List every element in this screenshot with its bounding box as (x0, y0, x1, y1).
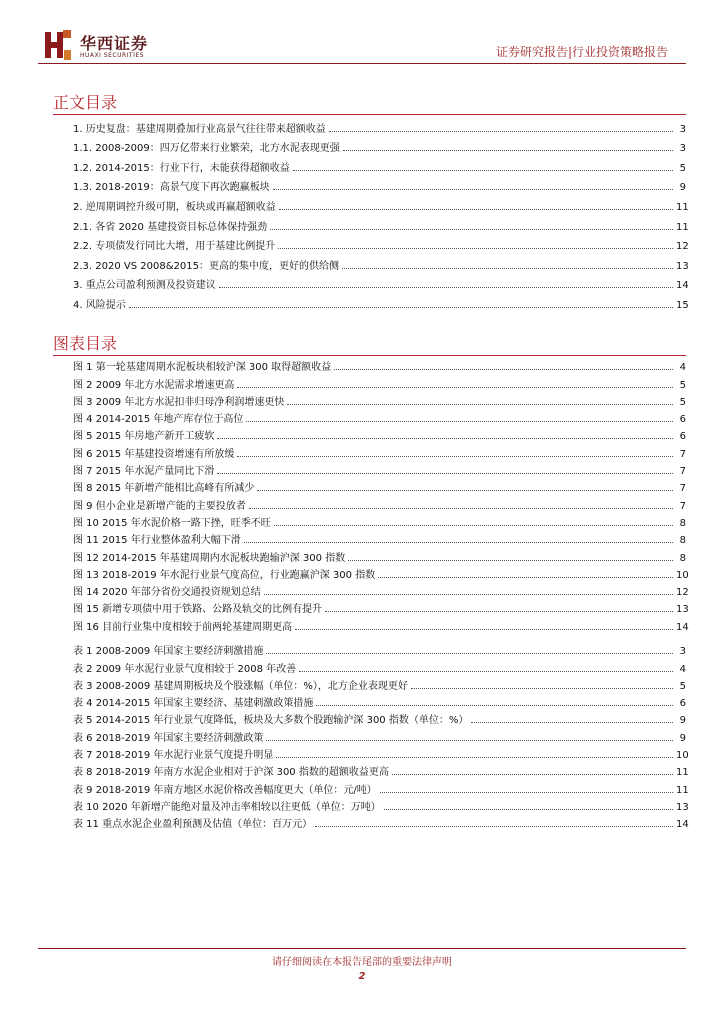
dot-leader (334, 369, 673, 370)
figure-entry[interactable] (73, 477, 686, 494)
figure-entry[interactable] (73, 529, 686, 546)
table-entry-label: 表 9 2018-2019 年南方地区水泥价格改善幅度更大（单位：元/吨） (73, 784, 377, 796)
figure-entry-page: 8 (679, 517, 686, 529)
figure-entry-label: 图 5 2015 年房地产新开工疲软 (73, 431, 215, 443)
table-entry-page: 9 (679, 715, 686, 727)
toc-entry[interactable] (73, 115, 686, 135)
table-entry[interactable] (73, 692, 686, 709)
footer-disclaimer: 请仔细阅读在本报告尾部的重要法律声明 (272, 957, 452, 968)
dot-leader (384, 809, 673, 810)
table-entry[interactable] (73, 744, 689, 762)
figure-entry-page: 14 (676, 621, 689, 633)
table-entry-page: 4 (679, 663, 686, 675)
table-entry[interactable] (73, 675, 686, 692)
toc-entry-label: 2.3. 2020 VS 2008&2015：更高的集中度，更好的供给侧 (73, 260, 339, 272)
dot-leader (273, 189, 673, 190)
figure-entry[interactable] (73, 442, 686, 459)
figure-entry[interactable] (73, 391, 686, 408)
dot-leader (276, 757, 673, 758)
dot-leader (246, 421, 673, 422)
figure-entry-page: 7 (679, 466, 686, 478)
figure-entry-label: 图 12 2014-2015 年基建周期内水泥板块跑输沪深 300 指数 (73, 552, 346, 564)
dot-leader (249, 508, 673, 509)
figure-entry-label: 图 9 但小企业是新增产能的主要投放者 (73, 500, 246, 512)
footer-divider (38, 948, 686, 949)
toc-entry-page: 13 (676, 260, 689, 272)
dot-leader (266, 653, 673, 654)
toc-entry[interactable] (73, 233, 689, 253)
figure-entry[interactable] (73, 564, 689, 581)
figure-entry-label: 图 3 2009 年北方水泥扣非归母净利润增速更快 (73, 396, 285, 408)
dot-leader (316, 705, 673, 706)
figure-entry-label: 图 6 2015 年基建投资增速有所放缓 (73, 448, 235, 460)
table-entry[interactable] (73, 778, 689, 796)
figure-entry-page: 5 (679, 379, 686, 391)
figure-entry-page: 7 (679, 500, 686, 512)
dot-leader (237, 456, 673, 457)
dot-leader (348, 560, 673, 561)
dot-leader (257, 490, 673, 491)
toc-entry[interactable] (73, 193, 689, 213)
dot-leader (329, 131, 673, 132)
toc-entry-page: 9 (679, 182, 686, 194)
company-name: 华西证券 (80, 34, 149, 53)
table-entry-label: 表 11 重点水泥企业盈利预测及估值（单位：百万元） (73, 819, 313, 831)
toc-entry-label: 3. 重点公司盈利预测及投资建议 (73, 280, 216, 292)
dot-leader (295, 629, 673, 630)
toc-entry-label: 2.1. 各省 2020 基建投资目标总体保持强劲 (73, 221, 268, 233)
figure-entry-page: 4 (679, 362, 686, 374)
table-entry[interactable] (73, 640, 686, 657)
figure-entry[interactable] (73, 373, 686, 390)
toc-entry[interactable] (73, 291, 689, 311)
toc-entry[interactable] (73, 154, 686, 174)
dot-leader (266, 740, 673, 741)
table-entry[interactable] (73, 761, 689, 779)
dot-leader (237, 387, 673, 388)
figure-entry[interactable] (73, 494, 686, 511)
toc-entry-label: 1.2. 2014-2015：行业下行，未能获得超额收益 (73, 162, 290, 174)
table-entry[interactable] (73, 796, 689, 813)
figure-entry[interactable] (73, 460, 686, 477)
toc-entry[interactable] (73, 135, 686, 155)
figure-entry[interactable] (73, 425, 686, 442)
figure-entry[interactable] (73, 408, 686, 425)
figure-entry[interactable] (73, 581, 689, 599)
toc-entry-page: 11 (676, 201, 689, 213)
figures-title: 图表目录 (53, 334, 118, 353)
page-header (0, 0, 724, 75)
dot-leader (129, 307, 673, 308)
dot-leader (270, 229, 673, 230)
toc-entry-page: 14 (676, 280, 689, 292)
dot-leader (411, 688, 673, 689)
table-entry-page: 11 (676, 784, 689, 796)
toc-entry-page: 15 (676, 299, 689, 311)
toc-entry-page: 5 (679, 162, 686, 174)
table-entry-label: 表 10 2020 年新增产能绝对量及冲击率相较以往更低（单位：万吨） (73, 801, 381, 813)
dot-leader (217, 473, 673, 474)
dot-leader (315, 826, 673, 827)
page-number: 2 (358, 971, 366, 982)
dot-leader (342, 268, 673, 269)
report-type: 证券研究报告|行业投资策略报告 (495, 45, 668, 59)
dot-leader (293, 170, 673, 171)
toc-entry-page: 3 (679, 123, 686, 135)
table-entry-page: 9 (679, 732, 686, 744)
toc-entry-label: 2. 逆周期调控升级可期，板块或再赢超额收益 (73, 201, 276, 213)
figure-entry-label: 图 8 2015 年新增产能相比高峰有所减少 (73, 483, 255, 495)
table-entry-label: 表 6 2018-2019 年国家主要经济刺激政策 (73, 732, 264, 744)
figure-entry-label: 图 7 2015 年水泥产量同比下滑 (73, 466, 215, 478)
toc-list (73, 115, 689, 311)
toc-entry-label: 2.2. 专项债发行同比大增，用于基建比例提升 (73, 241, 276, 253)
figure-entry-label: 图 11 2015 年行业整体盈利大幅下滑 (73, 535, 241, 547)
figure-entry[interactable] (73, 546, 686, 563)
toc-title: 正文目录 (53, 93, 118, 112)
dot-leader (378, 577, 673, 578)
toc-entry[interactable] (73, 174, 686, 194)
dot-leader (217, 438, 673, 439)
figure-entry-label: 图 1 第一轮基建周期水泥板块相较沪深 300 取得超额收益 (73, 362, 332, 374)
table-entry-label: 表 4 2014-2015 年国家主要经济、基建刺激政策措施 (73, 698, 314, 710)
dot-leader (392, 774, 673, 775)
table-entry[interactable] (73, 709, 686, 726)
dot-leader (274, 525, 673, 526)
dot-leader (325, 611, 673, 612)
toc-entry[interactable] (73, 213, 689, 233)
dot-leader (471, 722, 673, 723)
figure-entry-page: 7 (679, 448, 686, 460)
dot-leader (299, 671, 673, 672)
table-entry[interactable] (73, 726, 686, 743)
dot-leader (343, 150, 673, 151)
company-subtitle: HUAXI SECURITIES (80, 52, 144, 59)
table-entry-page: 3 (679, 646, 686, 658)
dot-leader (279, 209, 673, 210)
table-entry-page: 14 (676, 819, 689, 831)
figure-entry-page: 5 (679, 396, 686, 408)
toc-entry-page: 3 (679, 143, 686, 155)
table-entry-label: 表 1 2008-2009 年国家主要经济刺激措施 (73, 646, 264, 658)
huaxi-logo-icon (43, 28, 73, 62)
figure-entry-page: 13 (676, 604, 689, 616)
figure-entry-page: 8 (679, 535, 686, 547)
figure-entry-label: 图 10 2015 年水泥价格一路下挫，旺季不旺 (73, 517, 271, 529)
table-entry-page: 13 (676, 801, 689, 813)
figure-entry-label: 图 15 新增专项债中用于铁路、公路及轨交的比例有提升 (73, 604, 323, 616)
figure-entry-page: 12 (676, 587, 689, 599)
toc-entry-label: 1.1. 2008-2009：四万亿带来行业繁荣，北方水泥表现更强 (73, 143, 340, 155)
figure-entry-label: 图 14 2020 年部分省份交通投资规划总结 (73, 587, 261, 599)
table-entry-label: 表 5 2014-2015 年行业景气度降低，板块及大多数个股跑输沪深 300 指数（单位：%） (73, 715, 469, 727)
toc-entry-label: 1. 历史复盘：基建周期叠加行业高景气往往带来超额收益 (73, 123, 326, 135)
dot-leader (264, 594, 673, 595)
toc-entry-label: 1.3. 2018-2019：高景气度下再次跑赢板块 (73, 182, 270, 194)
tables-list (73, 640, 689, 831)
table-entry-label: 表 3 2008-2009 基建周期板块及个股涨幅（单位：%），北方企业表现更好 (73, 680, 408, 692)
dot-leader (244, 542, 673, 543)
figure-entry-page: 7 (679, 483, 686, 495)
dot-leader (380, 792, 673, 793)
figures-list (73, 356, 689, 633)
toc-entry-page: 12 (676, 241, 689, 253)
figure-entry[interactable] (73, 598, 689, 616)
toc-entry[interactable] (73, 272, 689, 292)
figure-entry[interactable] (73, 615, 689, 633)
figure-entry-label: 图 16 目前行业集中度相较于前两轮基建周期更高 (73, 621, 293, 633)
figure-entry[interactable] (73, 356, 686, 373)
dot-leader (278, 248, 673, 249)
toc-entry-page: 11 (676, 221, 689, 233)
table-entry[interactable] (73, 813, 689, 831)
table-entry-page: 10 (676, 750, 689, 762)
table-entry-label: 表 7 2018-2019 年水泥行业景气度提升明显 (73, 750, 274, 762)
figure-entry-label: 图 13 2018-2019 年水泥行业景气度高位，行业跑赢沪深 300 指数 (73, 569, 376, 581)
figure-entry-label: 图 4 2014-2015 年地产库存位于高位 (73, 414, 244, 426)
toc-entry-label: 4. 风险提示 (73, 299, 126, 311)
table-entry-page: 5 (679, 680, 686, 692)
figure-entry-page: 10 (676, 569, 689, 581)
figure-entry-page: 6 (679, 414, 686, 426)
dot-leader (219, 287, 673, 288)
table-entry[interactable] (73, 657, 686, 674)
toc-entry[interactable] (73, 252, 689, 272)
table-entry-label: 表 2 2009 年水泥行业景气度相较于 2008 年改善 (73, 663, 297, 675)
table-entry-label: 表 8 2018-2019 年南方水泥企业相对于沪深 300 指数的超额收益更高 (73, 767, 389, 779)
table-entry-page: 6 (679, 698, 686, 710)
table-entry-page: 11 (676, 767, 689, 779)
figure-entry-page: 8 (679, 552, 686, 564)
figure-entry-label: 图 2 2009 年北方水泥需求增速更高 (73, 379, 235, 391)
header-divider (38, 63, 686, 64)
figure-entry-page: 6 (679, 431, 686, 443)
dot-leader (287, 404, 673, 405)
figure-entry[interactable] (73, 512, 686, 529)
